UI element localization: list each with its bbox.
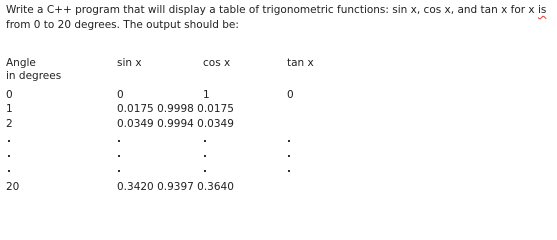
row-tan: 0 — [287, 89, 294, 101]
ellipsis-dot — [288, 155, 290, 157]
row-sin: 0 — [117, 89, 124, 101]
row-angle: 20 — [6, 181, 20, 193]
header-tan: tan x — [287, 57, 314, 69]
row-angle: 0 — [6, 89, 13, 101]
ellipsis-dot — [204, 155, 206, 157]
spellcheck-flagged-word: is — [537, 4, 547, 16]
row-cos: 1 — [203, 89, 210, 101]
row-values: 0.0175 0.9998 0.0175 — [117, 103, 234, 115]
row-angle: 1 — [6, 103, 13, 115]
ellipsis-dot — [8, 170, 10, 172]
header-angle: Angle — [6, 57, 36, 69]
ellipsis-dot — [204, 170, 206, 172]
row-values: 0.3420 0.9397 0.3640 — [117, 181, 234, 193]
prompt-text-part1: Write a C++ program that will display a table of trigonometric functions: sin x, cos x, and tan x for x — [6, 4, 538, 16]
ellipsis-dot — [204, 140, 206, 142]
header-sin: sin x — [117, 57, 142, 69]
header-angle-units: in degrees — [6, 70, 62, 82]
header-cos: cos x — [203, 57, 231, 69]
ellipsis-dot — [288, 170, 290, 172]
ellipsis-dot — [288, 140, 290, 142]
row-angle: 2 — [6, 118, 13, 130]
ellipsis-dot — [118, 140, 120, 142]
ellipsis-dot — [118, 170, 120, 172]
question-prompt — [6, 3, 551, 33]
row-values: 0.0349 0.9994 0.0349 — [117, 118, 234, 130]
prompt-text-part2: from 0 to 20 degrees. The output should be: — [6, 19, 239, 31]
ellipsis-dot — [8, 155, 10, 157]
ellipsis-dot — [118, 155, 120, 157]
ellipsis-dot — [8, 140, 10, 142]
